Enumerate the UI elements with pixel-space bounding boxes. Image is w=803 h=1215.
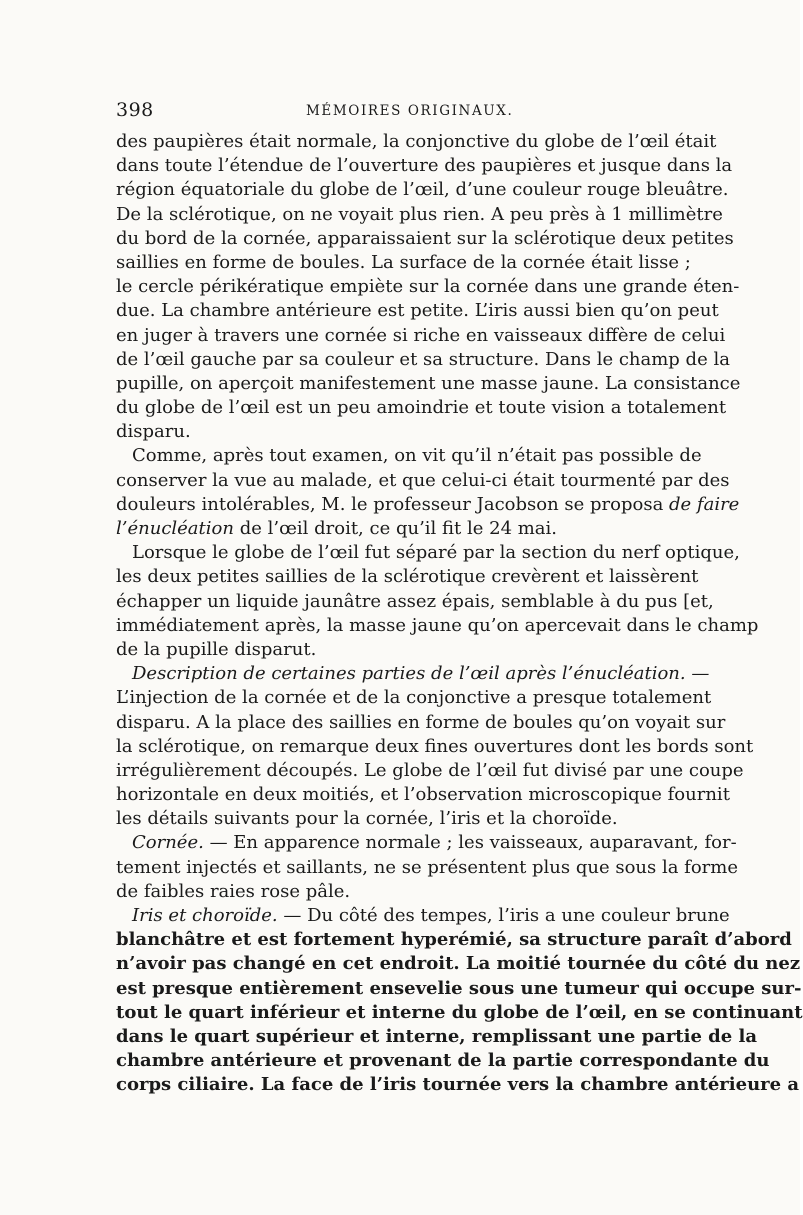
text-line: disparu. — [116, 421, 191, 443]
text-line: De la sclérotique, on ne voyait plus rien. A peu près à 1 millimètre — [116, 203, 723, 225]
text-line: n’avoir pas changé en cet endroit. La moitié tournée du côté du nez — [116, 953, 801, 975]
italic-segment: l’énucléation — [116, 518, 234, 539]
text-line: de la pupille disparut. — [116, 638, 317, 660]
text-line: pupille, on aperçoit manifestement une masse jaune. La consistance — [116, 372, 741, 394]
text-line: du bord de la cornée, apparaissaient sur la sclérotique deux petites — [116, 227, 734, 249]
text-line: conserver la vue au malade, et que celui-ci était tourmenté par des — [116, 469, 730, 491]
text-line: les détails suivants pour la cornée, l’iris et la choroïde. — [116, 808, 618, 830]
text-line: du globe de l’œil est un peu amoindrie et toute vision a totalement — [116, 397, 727, 419]
page-number: 398 — [116, 99, 154, 121]
text-line: de faibles raies rose pâle. — [116, 880, 351, 902]
italic-segment: de faire — [669, 493, 740, 515]
text-line — [116, 831, 737, 855]
text-line: Lorsque le globe de l’œil fut séparé par la section du nerf optique, — [132, 542, 740, 564]
text-line: la sclérotique, on remarque deux fines ouvertures dont les bords sont — [116, 735, 754, 757]
text-line: dans toute l’étendue de l’ouverture des paupières et jusque dans la — [116, 155, 733, 177]
text-line: blanchâtre et est fortement hyperémié, sa structure paraît d’abord — [116, 929, 792, 951]
text-line: le cercle périkératique empiète sur la cornée dans une grande éten- — [116, 276, 740, 298]
page-header — [116, 96, 684, 124]
text-line: tout le quart inférieur et interne du globe de l’œil, en se continuant — [116, 1001, 803, 1023]
body-text — [116, 130, 803, 1098]
text-line: irrégulièrement découpés. Le globe de l’œil fut divisé par une coupe — [116, 759, 744, 781]
text-line: de l’œil gauche par sa couleur et sa structure. Dans le champ de la — [116, 348, 730, 370]
text-line: horizontale en deux moitiés, et l’observation microscopique fournit — [116, 784, 730, 806]
text-line: région équatoriale du globe de l’œil, d’une couleur rouge bleuâtre. — [116, 179, 729, 201]
text-line: immédiatement après, la masse jaune qu’on apercevait dans le champ — [116, 614, 759, 636]
italic-segment: Cornée. — [132, 832, 204, 854]
text-segment: — En apparence normale ; les vaisseaux, auparavant, for- — [203, 832, 737, 854]
text-line: dans le quart supérieur et interne, remplissant une partie de la — [116, 1025, 757, 1047]
text-line: corps ciliaire. La face de l’iris tournée vers la chambre antérieure a — [116, 1074, 800, 1096]
text-segment: — Du côté des tempes, l’iris a une couleur brune — [277, 905, 730, 926]
text-line: des paupières était normale, la conjonctive du globe de l’œil était — [116, 131, 717, 152]
running-title: MÉMOIRES ORIGINAUX. — [306, 103, 514, 119]
text-segment: de l’œil droit, ce qu’il fit le 24 mai. — [233, 518, 558, 539]
text-line: chambre antérieure et provenant de la partie correspondante du — [116, 1050, 770, 1072]
section-heading: Description de certaines parties de l’œil après l’énucléation. — — [132, 663, 710, 685]
text-line: due. La chambre antérieure est petite. L’iris aussi bien qu’on peut — [116, 300, 719, 322]
text-line: les deux petites saillies de la sclérotique crevèrent et laissèrent — [116, 566, 699, 588]
text-line: L’injection de la cornée et de la conjonctive a presque totalement — [116, 687, 712, 709]
text-line: Comme, après tout examen, on vit qu’il n’était pas possible de — [132, 445, 702, 467]
text-line — [116, 493, 740, 517]
text-line: est presque entièrement ensevelie sous une tumeur qui occupe sur- — [116, 977, 802, 999]
italic-segment: Iris et choroïde. — [132, 905, 278, 926]
text-line: tement injectés et saillants, ne se présentent plus que sous la forme — [116, 856, 739, 878]
text-line — [116, 517, 686, 541]
text-line: saillies en forme de boules. La surface de la cornée était lisse ; — [116, 251, 691, 273]
text-segment: douleurs intolérables, M. le professeur Jacobson se proposa — [116, 493, 670, 515]
text-line: disparu. A la place des saillies en forme de boules qu’on voyait sur — [116, 711, 726, 733]
text-line: échapper un liquide jaunâtre assez épais, semblable à du pus [et, — [116, 590, 714, 612]
text-line — [116, 904, 730, 928]
text-line: en juger à travers une cornée si riche en vaisseaux diffère de celui — [116, 324, 726, 346]
